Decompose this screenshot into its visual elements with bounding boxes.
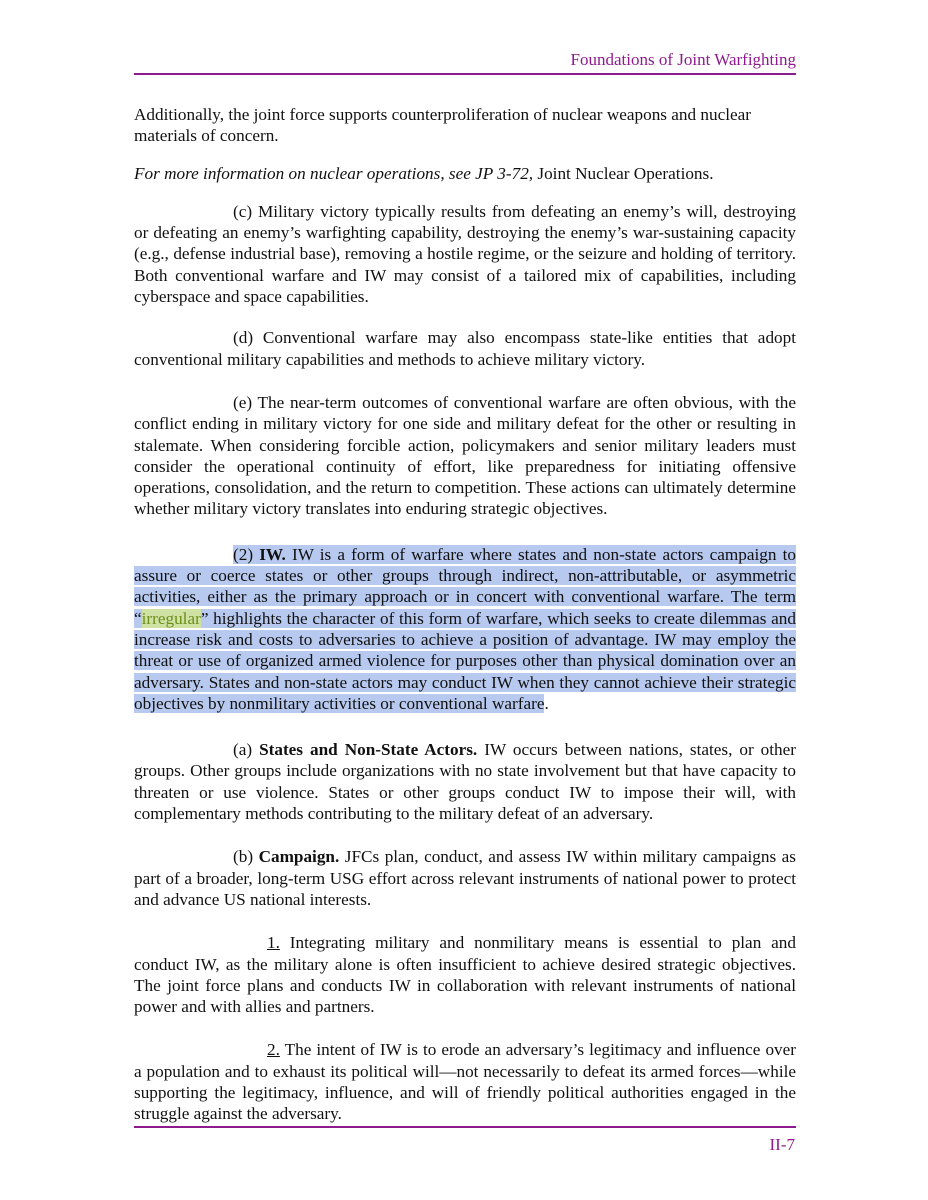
a-heading: States and Non-State Actors. (259, 740, 478, 760)
iw-end: . (544, 693, 549, 713)
iw-number: (2) (233, 544, 260, 564)
highlighted-word-irregular[interactable]: irregular (141, 608, 201, 628)
item-2-text: The intent of IW is to erode an adversary’s legitimacy and influence over a population and to exhaust its political will—not necessarily to defeat its armed forces—while supporting the legitimacy, influence, and will of friendly political authorities engaged in the struggle against the adversary. (134, 1040, 796, 1124)
iw-text-1: IW is a form of warfare where states and non-state actors campaign to assure or coerce states or other groups through indirect, non-attributable, or asymmetric activities, either as the primary approach or in concert with conventional warfare. The term “ (134, 544, 796, 628)
b-text: JFCs plan, conduct, and assess IW within military campaigns as part of a broader, long-term USG effort across relevant instruments of national power to protect and advance US national interests. (134, 847, 796, 909)
paragraph-d: (d) Conventional warfare may also encompass state-like entities that adopt conventional military capabilities and methods to achieve military victory. (134, 328, 796, 369)
paragraph-counterproliferation: Additionally, the joint force supports counterproliferation of nuclear weapons and nuclear materials of concern. (134, 105, 751, 146)
a-text: IW occurs between nations, states, or other groups. Other groups include organizations with no state involvement but that have capacity to threaten or use violence. States or other groups conduct IW to impose their will, with complementary methods contributing to the military defeat of an adversary. (134, 740, 796, 824)
page-number: II-7 (769, 1135, 795, 1154)
reference-text: For more information on nuclear operations, see JP 3-72, (134, 163, 534, 183)
running-header: Foundations of Joint Warfighting (570, 50, 796, 69)
reference-title: Joint Nuclear Operations. (533, 163, 714, 183)
paragraph-reference (134, 163, 796, 184)
paragraph-a (134, 739, 796, 824)
paragraph-iw-selected[interactable] (134, 544, 796, 714)
paragraph-e: (e) The near-term outcomes of conventional warfare are often obvious, with the conflict ending in military victory for one side and military defeat for the other or resulting in stalemate. When considering forcible action, policymakers and senior military leaders must consider the operational continuity of effort, like preparedness for initiating offensive operations, consolidation, and the return to competition. These actions can ultimately determine whether military victory translates into enduring strategic objectives. (134, 392, 796, 519)
body-text (134, 104, 796, 1125)
iw-text-2: ” highlights the character of this form of warfare, which seeks to create dilemmas and increase risk and costs to adversaries to achieve a position of advantage. IW may employ the threat or use of organized armed violence for purposes other than physical domination over an adversary. States and non-state actors may conduct IW when they cannot achieve their strategic objectives by nonmilitary activities or conventional warfare (134, 608, 796, 713)
footer-rule (134, 1126, 796, 1128)
iw-heading: IW. (259, 544, 286, 564)
paragraph-2 (134, 1039, 796, 1124)
item-1-text: Integrating military and nonmilitary means is essential to plan and conduct IW, as the military alone is often insufficient to achieve desired strategic objectives. The joint force plans and conducts IW in collaboration with relevant instruments of national power and with allies and partners. (134, 933, 796, 1017)
paragraph-b (134, 846, 796, 910)
selection-highlight[interactable] (134, 545, 796, 713)
a-number: (a) (233, 740, 260, 760)
b-heading: Campaign. (258, 847, 340, 867)
header-rule (134, 73, 796, 75)
item-2-number: 2. (267, 1040, 280, 1060)
paragraph-1 (134, 932, 796, 1017)
item-1-number: 1. (267, 933, 280, 953)
paragraph-c: (c) Military victory typically results from defeating an enemy’s will, destroying or defeating an enemy’s warfighting capability, destroying the enemy’s war-sustaining capacity (e.g., defense industrial base), removing a hostile regime, or the seizure and holding of territory. Both conventional warfare and IW may consist of a tailored mix of capabilities, including cyberspace and space capabilities. (134, 201, 796, 307)
b-number: (b) (233, 847, 259, 867)
